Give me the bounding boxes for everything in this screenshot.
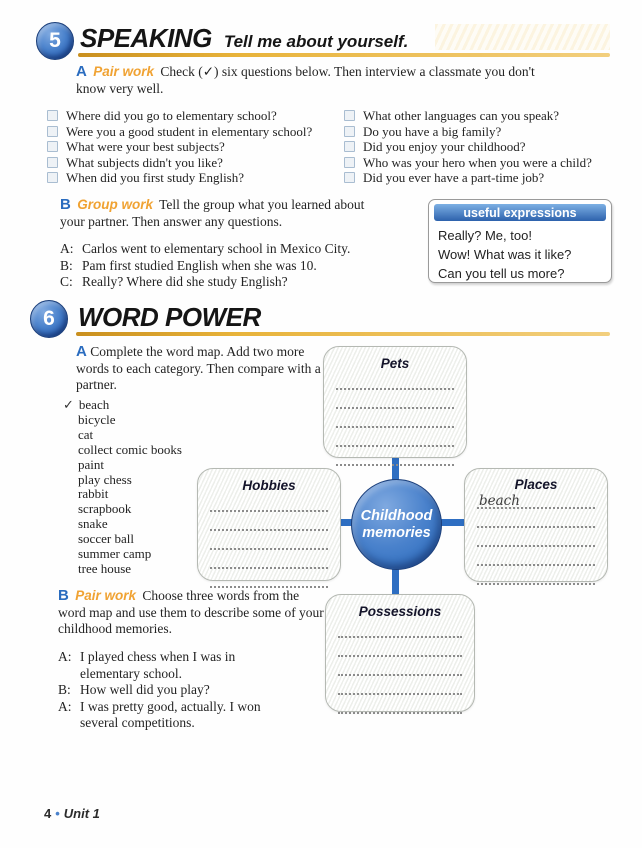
question-text: What subjects didn't you like? <box>66 154 223 170</box>
fill-in-line[interactable] <box>210 495 328 512</box>
section6-dialogue <box>58 649 308 732</box>
word-item: play chess <box>78 471 132 487</box>
checkbox[interactable] <box>47 172 58 183</box>
checkbox[interactable] <box>344 172 355 183</box>
dialogue-text: Really? Where did she study English? <box>82 274 288 289</box>
question-text: Do you have a big family? <box>363 123 502 139</box>
question-row <box>47 139 312 155</box>
partB-letter: B <box>60 196 71 213</box>
partB-text: Choose three words from the word map and use them to describe some of your childhood memories. <box>58 588 324 636</box>
partA-text: Complete the word map. Add two more words to each category. Then compare with a partner. <box>76 344 321 392</box>
word-item-checked <box>63 398 182 413</box>
section5-partA-instructions <box>76 64 538 97</box>
word-item: collect comic books <box>78 441 182 457</box>
fill-in-line[interactable] <box>210 514 328 531</box>
partB-letter: B <box>58 587 69 604</box>
checkbox[interactable] <box>47 141 58 152</box>
question-row <box>344 170 592 186</box>
question-row <box>47 170 312 186</box>
section5-subtitle: Tell me about yourself. <box>223 32 409 51</box>
speaker-label: A: <box>58 649 72 664</box>
word-item: snake <box>78 516 108 532</box>
question-row <box>344 155 592 171</box>
word-item: paint <box>78 456 104 472</box>
question-text: When did you first study English? <box>66 170 245 185</box>
header-decorative-texture <box>435 24 610 50</box>
dialogue-text: I was pretty good, actually. I won several competitions. <box>80 698 261 730</box>
dialogue-line <box>60 258 410 275</box>
dialogue-text: Carlos went to elementary school in Mexico City. <box>82 241 351 256</box>
section6-partB-instructions <box>58 588 326 638</box>
expression-line: Really? Me, too! <box>438 228 532 243</box>
expression-line: Wow! What was it like? <box>438 247 572 262</box>
question-row <box>344 108 592 124</box>
wordmap-center-circle <box>351 479 442 570</box>
partA-tag: Pair work <box>93 64 154 79</box>
section5-gold-rule <box>78 53 610 57</box>
check-icon: ✓ <box>63 397 74 412</box>
partA-letter: A <box>76 343 87 360</box>
fill-in-line[interactable] <box>336 392 454 409</box>
page-number: 4 <box>44 806 52 821</box>
unit-label: Unit 1 <box>63 806 100 821</box>
bullet-icon: • <box>55 806 60 821</box>
word-item: summer camp <box>78 546 152 562</box>
partB-tag: Pair work <box>75 588 136 603</box>
question-row <box>344 124 592 140</box>
fill-in-line-filled[interactable] <box>477 492 595 509</box>
section5-title-text: SPEAKING <box>80 23 212 53</box>
wordmap-center-label: Childhood memories <box>360 507 433 541</box>
word-item: scrapbook <box>78 501 132 517</box>
word-text: beach <box>78 397 110 412</box>
dialogue-line <box>60 274 410 291</box>
question-row <box>344 139 592 155</box>
wordmap-box-pets <box>323 346 467 458</box>
handwritten-entry: beach <box>479 493 520 509</box>
question-text: Did you enjoy your childhood? <box>363 139 526 154</box>
useful-expressions-lines <box>429 226 611 283</box>
question-row <box>47 124 312 140</box>
checkbox[interactable] <box>344 110 355 121</box>
section5-partB-instructions <box>60 197 390 230</box>
checkbox[interactable] <box>47 126 58 137</box>
questions-left-column <box>47 108 312 186</box>
checkbox[interactable] <box>47 157 58 168</box>
word-list <box>63 398 182 577</box>
question-text: Were you a good student in elementary school? <box>66 123 313 139</box>
fill-in-line[interactable] <box>336 411 454 428</box>
speaker-label: A: <box>60 241 74 256</box>
section6-partA-instructions <box>76 344 334 394</box>
speaker-label: B: <box>58 682 71 697</box>
dialogue-line <box>60 241 410 258</box>
fill-in-line[interactable] <box>477 530 595 547</box>
fill-in-line[interactable] <box>210 533 328 550</box>
wordmap-box-label: Possessions <box>358 604 442 619</box>
wordmap-box-hobbies <box>197 468 341 581</box>
checkbox[interactable] <box>47 110 58 121</box>
section5-title <box>80 23 408 54</box>
page-footer <box>44 806 100 821</box>
wordmap-box-places <box>464 468 608 582</box>
fill-in-line[interactable] <box>477 568 595 585</box>
fill-in-line[interactable] <box>336 449 454 466</box>
question-row <box>47 155 312 171</box>
expression-line: Can you tell us more? <box>438 266 565 281</box>
checkbox[interactable] <box>344 157 355 168</box>
section5-number-badge: 5 <box>36 22 74 60</box>
dialogue-line <box>58 682 308 699</box>
partB-text: Tell the group what you learned about your partner. Then answer any questions. <box>60 197 365 229</box>
fill-in-line[interactable] <box>338 640 462 657</box>
fill-in-line[interactable] <box>210 571 328 588</box>
fill-in-line[interactable] <box>338 697 462 714</box>
partB-tag: Group work <box>77 197 153 212</box>
question-text: Where did you go to elementary school? <box>66 108 277 123</box>
dialogue-text: How well did you play? <box>80 682 210 697</box>
fill-in-line[interactable] <box>477 549 595 566</box>
dialogue-text: Pam first studied English when she was 10. <box>82 257 317 273</box>
word-item: cat <box>78 426 94 442</box>
question-text: Who was your hero when you were a child? <box>363 154 592 170</box>
useful-expressions-header: useful expressions <box>434 204 606 221</box>
fill-in-line[interactable] <box>338 621 462 638</box>
partA-letter: A <box>76 63 87 80</box>
dialogue-text: I played chess when I was in elementary school. <box>80 649 236 681</box>
question-row <box>47 108 312 124</box>
speaker-label: C: <box>60 274 73 289</box>
fill-in-line[interactable] <box>338 659 462 676</box>
fill-in-line[interactable] <box>336 373 454 390</box>
fill-in-line[interactable] <box>477 511 595 528</box>
wordmap-box-possessions <box>325 594 475 712</box>
fill-in-line[interactable] <box>210 552 328 569</box>
section5-dialogue <box>60 241 410 291</box>
word-item: tree house <box>78 560 132 576</box>
wordmap-box-label: Pets <box>380 356 410 371</box>
partA-text: Check (✓) six questions below. Then interview a classmate you don't know very well. <box>76 64 535 96</box>
word-item: bicycle <box>78 411 116 427</box>
wordmap-box-label: Places <box>514 477 558 492</box>
dialogue-line <box>58 649 308 682</box>
question-text: What other languages can you speak? <box>363 108 560 123</box>
section6-gold-rule <box>76 332 610 336</box>
checkbox[interactable] <box>344 141 355 152</box>
word-item: rabbit <box>78 486 109 502</box>
questions-right-column <box>344 108 592 186</box>
section6-number-badge: 6 <box>30 300 68 338</box>
speaker-label: A: <box>58 698 72 714</box>
question-text: Did you ever have a part-time job? <box>363 170 545 185</box>
fill-in-line[interactable] <box>336 430 454 447</box>
word-item: soccer ball <box>78 531 134 547</box>
section6-title <box>78 302 261 333</box>
dialogue-line <box>58 699 308 732</box>
checkbox[interactable] <box>344 126 355 137</box>
speaker-label: B: <box>60 257 73 273</box>
fill-in-line[interactable] <box>338 678 462 695</box>
section6-title-text: WORD POWER <box>78 302 261 332</box>
question-text: What were your best subjects? <box>66 139 225 154</box>
useful-expressions-box <box>428 199 612 283</box>
wordmap-box-label: Hobbies <box>242 478 296 493</box>
